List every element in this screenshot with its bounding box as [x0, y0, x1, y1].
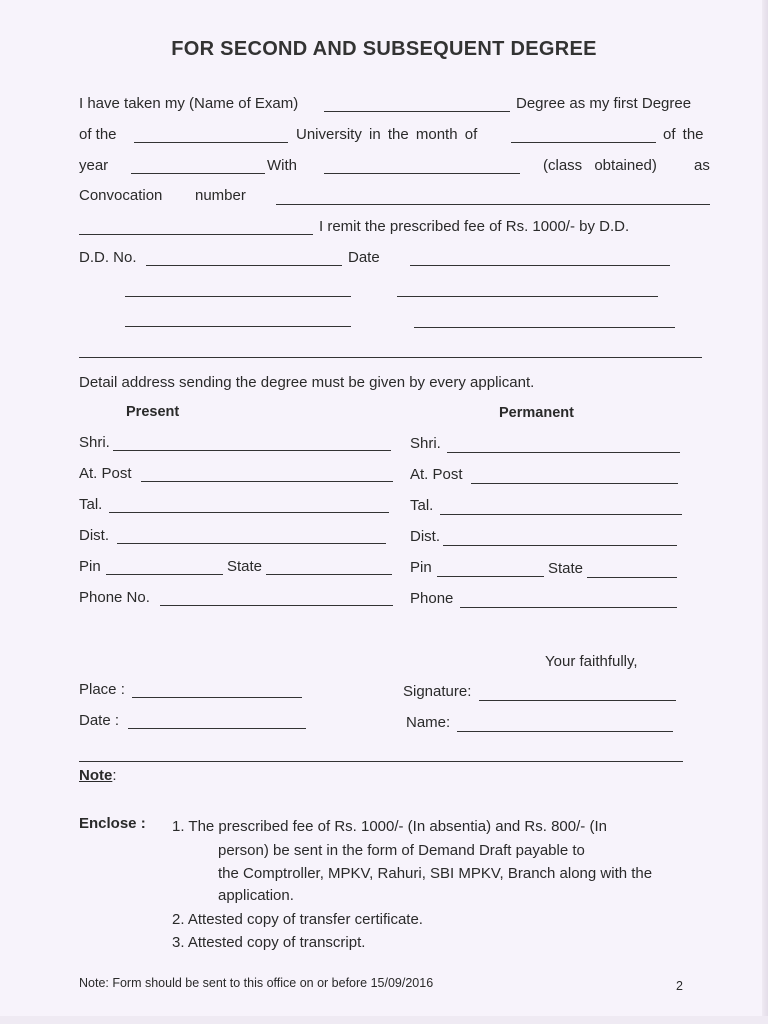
university-field[interactable]	[134, 142, 288, 143]
form-title: FOR SECOND AND SUBSEQUENT DEGREE	[171, 38, 597, 60]
enclose-label: Enclose :	[79, 815, 146, 832]
enclose-item-1-line-2: person) be sent in the form of Demand Draft payable to	[218, 842, 585, 859]
permanent-pin-field[interactable]	[437, 576, 544, 577]
enclose-item-1-line-1: 1. The prescribed fee of Rs. 1000/- (In absentia) and Rs. 800/- (In	[172, 818, 607, 835]
signature-field[interactable]	[479, 700, 676, 701]
permanent-shri-field[interactable]	[447, 452, 680, 453]
convocation-label: Convocation	[79, 187, 163, 204]
of-the-text: of the	[663, 126, 704, 143]
present-pin-label: Pin	[79, 558, 101, 575]
dd-no-field[interactable]	[146, 265, 342, 266]
closing-date-label: Date :	[79, 712, 120, 729]
convocation-number-field-cont[interactable]	[79, 234, 313, 235]
year-label: year	[79, 157, 109, 174]
permanent-dist-label: Dist.	[410, 528, 440, 545]
year-field[interactable]	[131, 173, 265, 174]
present-heading: Present	[126, 404, 180, 420]
class-field[interactable]	[324, 173, 520, 174]
enclose-item-1-line-3: the Comptroller, MPKV, Rahuri, SBI MPKV, Branch along with the	[218, 865, 653, 882]
present-at-post-label: At. Post	[79, 465, 132, 482]
present-dist-label: Dist.	[79, 527, 109, 544]
name-field[interactable]	[457, 731, 673, 732]
footer-note: Note: Form should be sent to this office on or before 15/09/2016	[79, 976, 434, 990]
name-label: Name:	[406, 714, 451, 731]
permanent-at-post-field[interactable]	[471, 483, 678, 484]
permanent-shri-label: Shri.	[410, 435, 441, 452]
permanent-phone-field[interactable]	[460, 607, 677, 608]
note-colon: :	[112, 767, 117, 784]
permanent-dist-field[interactable]	[443, 545, 677, 546]
blank-line[interactable]	[414, 327, 675, 328]
blank-line[interactable]	[125, 326, 351, 327]
dd-no-label: D.D. No.	[79, 249, 137, 266]
blank-line[interactable]	[125, 296, 351, 297]
of-the-label: of the	[79, 126, 117, 143]
first-degree-text: Degree as my first Degree	[516, 95, 692, 112]
divider	[79, 357, 702, 358]
divider	[79, 761, 683, 762]
permanent-at-post-label: At. Post	[410, 466, 463, 483]
present-tal-label: Tal.	[79, 496, 103, 513]
class-obtained-text: (class obtained)	[543, 157, 657, 174]
exam-name-field[interactable]	[324, 111, 510, 112]
permanent-pin-label: Pin	[410, 559, 432, 576]
permanent-tal-field[interactable]	[440, 514, 682, 515]
closing-date-field[interactable]	[128, 728, 306, 729]
with-label: With	[267, 157, 297, 174]
present-tal-field[interactable]	[109, 512, 389, 513]
page-number: 2	[676, 979, 683, 993]
permanent-state-label: State	[548, 560, 584, 577]
university-month-text: University in the month of	[296, 126, 478, 143]
dd-date-field[interactable]	[410, 265, 670, 266]
place-label: Place :	[79, 681, 125, 698]
number-label: number	[195, 187, 246, 204]
present-dist-field[interactable]	[117, 543, 386, 544]
present-pin-field[interactable]	[106, 574, 223, 575]
present-at-post-field[interactable]	[141, 481, 393, 482]
present-phone-label: Phone No.	[79, 589, 150, 606]
dd-date-label: Date	[348, 249, 380, 266]
your-faithfully-text: Your faithfully,	[545, 653, 638, 670]
present-shri-label: Shri.	[79, 434, 110, 451]
permanent-phone-label: Phone	[410, 590, 454, 607]
enclose-item-1-line-4: application.	[218, 887, 294, 904]
present-shri-field[interactable]	[113, 450, 391, 451]
page-edge	[0, 1016, 768, 1024]
present-phone-field[interactable]	[160, 605, 393, 606]
present-state-field[interactable]	[266, 574, 392, 575]
note-heading-text: Note	[79, 767, 113, 784]
remit-fee-text: I remit the prescribed fee of Rs. 1000/- by D.D.	[319, 218, 630, 235]
permanent-heading: Permanent	[499, 405, 574, 421]
enclose-item-2: 2. Attested copy of transfer certificate.	[172, 911, 423, 928]
permanent-tal-label: Tal.	[410, 497, 434, 514]
note-heading	[79, 767, 117, 784]
exam-name-label: I have taken my (Name of Exam)	[79, 95, 299, 112]
month-field[interactable]	[511, 142, 656, 143]
permanent-state-field[interactable]	[587, 577, 677, 578]
as-text: as	[694, 157, 710, 174]
enclose-item-3: 3. Attested copy of transcript.	[172, 934, 366, 951]
address-intro: Detail address sending the degree must be given by every applicant.	[79, 374, 535, 391]
page-edge	[762, 0, 768, 1024]
blank-line[interactable]	[397, 296, 658, 297]
present-state-label: State	[227, 558, 263, 575]
signature-label: Signature:	[403, 683, 472, 700]
place-field[interactable]	[132, 697, 302, 698]
convocation-number-field[interactable]	[276, 204, 710, 205]
